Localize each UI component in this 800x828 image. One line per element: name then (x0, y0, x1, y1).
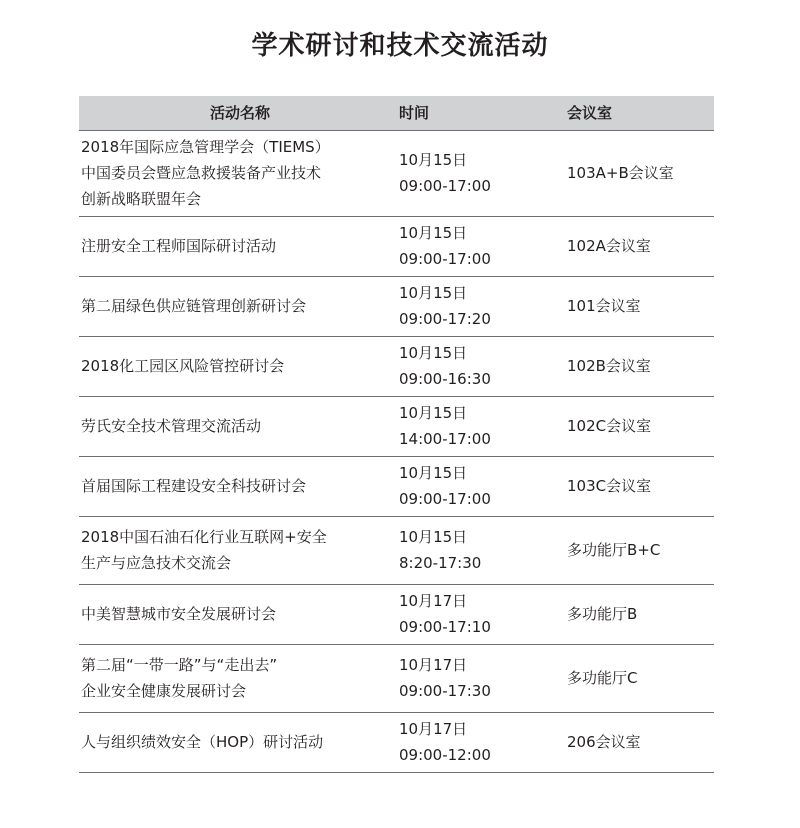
time-cell (399, 516, 567, 584)
activity-name-cell (79, 644, 399, 712)
activity-date: 10月15日 (399, 151, 468, 169)
activity-time-range: 8:20-17:30 (399, 554, 482, 572)
page-title: 学术研讨和技术交流活动 (251, 31, 549, 61)
activity-date: 10月15日 (399, 224, 468, 242)
activity-name-cell (79, 516, 399, 584)
activity-name-line: 首届国际工程建设安全科技研讨会 (81, 477, 307, 495)
activity-time-range: 09:00-17:00 (399, 177, 491, 195)
activities-table (79, 96, 714, 773)
room-cell: 多功能厅B (567, 584, 714, 644)
activity-time-range: 09:00-17:00 (399, 490, 491, 508)
activity-time-range: 09:00-17:30 (399, 682, 491, 700)
table-row (79, 712, 714, 772)
activity-name-cell (79, 456, 399, 516)
room-cell: 102B会议室 (567, 336, 714, 396)
header-time: 时间 (399, 96, 567, 130)
table-row (79, 276, 714, 336)
activity-time-range: 09:00-17:20 (399, 310, 491, 328)
activity-name-cell (79, 712, 399, 772)
activity-time-range: 09:00-12:00 (399, 746, 491, 764)
activity-name-cell (79, 336, 399, 396)
activity-time-range: 09:00-17:00 (399, 250, 491, 268)
activity-name-cell (79, 276, 399, 336)
activity-name-cell (79, 396, 399, 456)
activity-date: 10月15日 (399, 404, 468, 422)
activity-name-line: 第二届“一带一路”与“走出去” (81, 656, 278, 674)
time-cell (399, 712, 567, 772)
room-cell: 102A会议室 (567, 216, 714, 276)
time-cell (399, 130, 567, 216)
table-row (79, 336, 714, 396)
activity-date: 10月15日 (399, 528, 468, 546)
activity-name-line: 注册安全工程师国际研讨活动 (81, 237, 277, 255)
time-cell (399, 336, 567, 396)
header-activity-name: 活动名称 (79, 96, 399, 130)
header-room: 会议室 (567, 96, 714, 130)
activity-date: 10月15日 (399, 284, 468, 302)
time-cell (399, 276, 567, 336)
activity-name-line: 2018中国石油石化行业互联网+安全 (81, 528, 327, 546)
time-cell (399, 456, 567, 516)
activity-name-cell (79, 130, 399, 216)
time-cell (399, 584, 567, 644)
room-cell: 103C会议室 (567, 456, 714, 516)
table-row (79, 130, 714, 216)
room-cell: 103A+B会议室 (567, 130, 714, 216)
activity-name-line: 2018年国际应急管理学会（TIEMS） (81, 138, 330, 156)
room-cell: 101会议室 (567, 276, 714, 336)
activity-name-line: 中国委员会暨应急救援装备产业技术 (81, 164, 322, 182)
time-cell (399, 396, 567, 456)
activity-date: 10月15日 (399, 464, 468, 482)
activity-name-line: 第二届绿色供应链管理创新研讨会 (81, 297, 307, 315)
activity-date: 10月17日 (399, 656, 468, 674)
activity-date: 10月17日 (399, 720, 468, 738)
activity-name-line: 人与组织绩效安全（HOP）研讨活动 (81, 733, 324, 751)
room-cell: 102C会议室 (567, 396, 714, 456)
table-row (79, 396, 714, 456)
room-cell: 206会议室 (567, 712, 714, 772)
table-row (79, 456, 714, 516)
activity-name-line: 企业安全健康发展研讨会 (81, 682, 247, 700)
activity-date: 10月15日 (399, 344, 468, 362)
room-cell: 多功能厅B+C (567, 516, 714, 584)
table-row (79, 516, 714, 584)
time-cell (399, 644, 567, 712)
time-cell (399, 216, 567, 276)
activity-name-cell (79, 584, 399, 644)
table-row (79, 216, 714, 276)
activity-name-line: 创新战略联盟年会 (81, 190, 202, 208)
activity-name-line: 2018化工园区风险管控研讨会 (81, 357, 285, 375)
activity-name-line: 生产与应急技术交流会 (81, 554, 232, 572)
activity-name-line: 劳氏安全技术管理交流活动 (81, 417, 262, 435)
table-body (79, 130, 714, 772)
activity-time-range: 14:00-17:00 (399, 430, 491, 448)
activity-name-cell (79, 216, 399, 276)
activity-time-range: 09:00-17:10 (399, 618, 491, 636)
activity-time-range: 09:00-16:30 (399, 370, 491, 388)
table-row (79, 644, 714, 712)
table-row (79, 584, 714, 644)
activity-name-line: 中美智慧城市安全发展研讨会 (81, 605, 277, 623)
room-cell: 多功能厅C (567, 644, 714, 712)
activity-date: 10月17日 (399, 592, 468, 610)
table-header-row (79, 96, 714, 130)
